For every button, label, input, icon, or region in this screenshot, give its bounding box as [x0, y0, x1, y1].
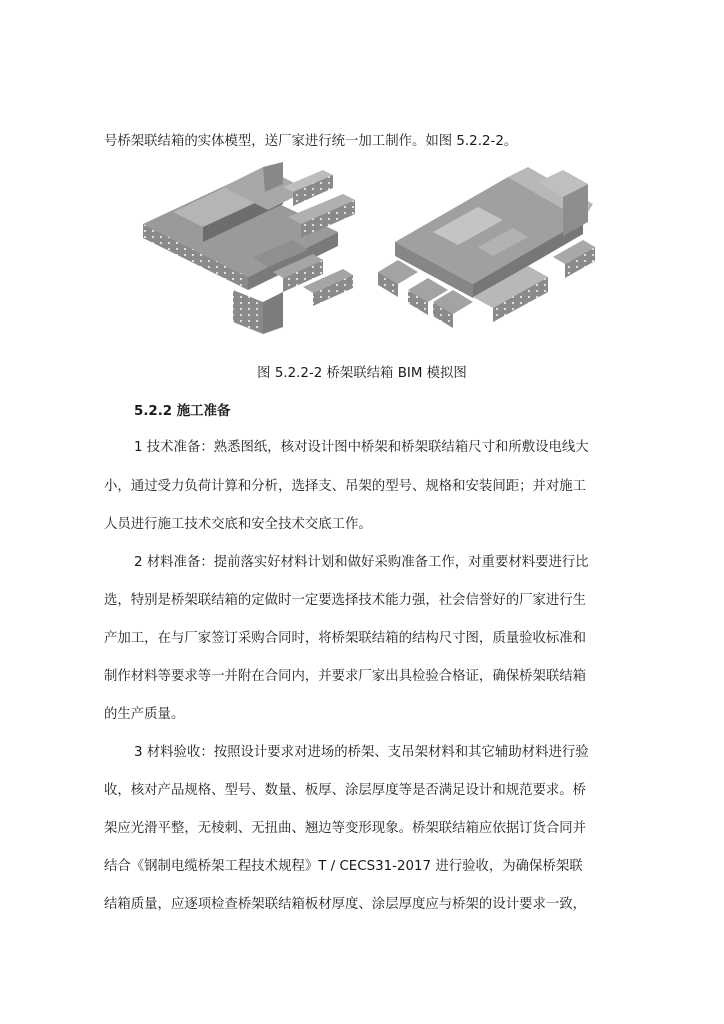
paragraph-line: 选，特别是桥架联结箱的定做时一定要选择技术能力强，社会信誉好的厂家进行生	[104, 593, 587, 608]
paragraph-line: 3 材料验收：按照设计要求对进场的桥架、支吊架材料和其它辅助材料进行验	[134, 745, 589, 760]
paragraph-line: 产加工，在与厂家签订采购合同时，将桥架联结箱的结构尺寸图，质量验收标准和	[104, 631, 587, 646]
paragraph-line: 架应光滑平整，无棱刺、无扭曲、翘边等变形现象。桥架联结箱应依据订货合同并	[104, 821, 587, 836]
paragraph-line: 制作材料等要求等一并附在合同内，并要求厂家出具检验合格证，确保桥架联结箱	[104, 669, 587, 684]
paragraph-line: 1 技术准备：熟悉图纸，核对设计图中桥架和桥架联结箱尺寸和所敷设电线大	[134, 440, 589, 455]
bim-model-right	[378, 167, 595, 328]
paragraph-line: 收，核对产品规格、型号、数量、板厚、涂层厚度等是否满足设计和规范要求。桥	[104, 783, 587, 798]
paragraph-line: 小，通过受力负荷计算和分析，选择支、吊架的型号、规格和安装间距；并对施工	[104, 479, 587, 494]
paragraph-line: 结合《钢制电缆桥架工程技术规程》T / CECS31-2017 进行验收，为确保桥架联	[104, 859, 583, 874]
bim-model-left	[143, 162, 355, 334]
paragraph-line: 2 材料准备：提前落实好材料计划和做好采购准备工作，对重要材料要进行比	[134, 555, 589, 570]
paragraph-line: 的生产质量。	[104, 707, 185, 722]
intro-line: 号桥架联结箱的实体模型，送厂家进行统一加工制作。如图 5.2.2-2。	[104, 134, 518, 149]
bim-model-figure	[133, 162, 597, 338]
figure-caption: 图 5.2.2-2 桥架联结箱 BIM 模拟图	[257, 366, 467, 381]
paragraph-line: 人员进行施工技术交底和安全技术交底工作。	[104, 517, 372, 532]
paragraph-line: 结箱质量，应逐项检查桥架联结箱板材厚度、涂层厚度应与桥架的设计要求一致，	[104, 897, 587, 912]
section-heading: 5.2.2 施工准备	[134, 404, 231, 419]
